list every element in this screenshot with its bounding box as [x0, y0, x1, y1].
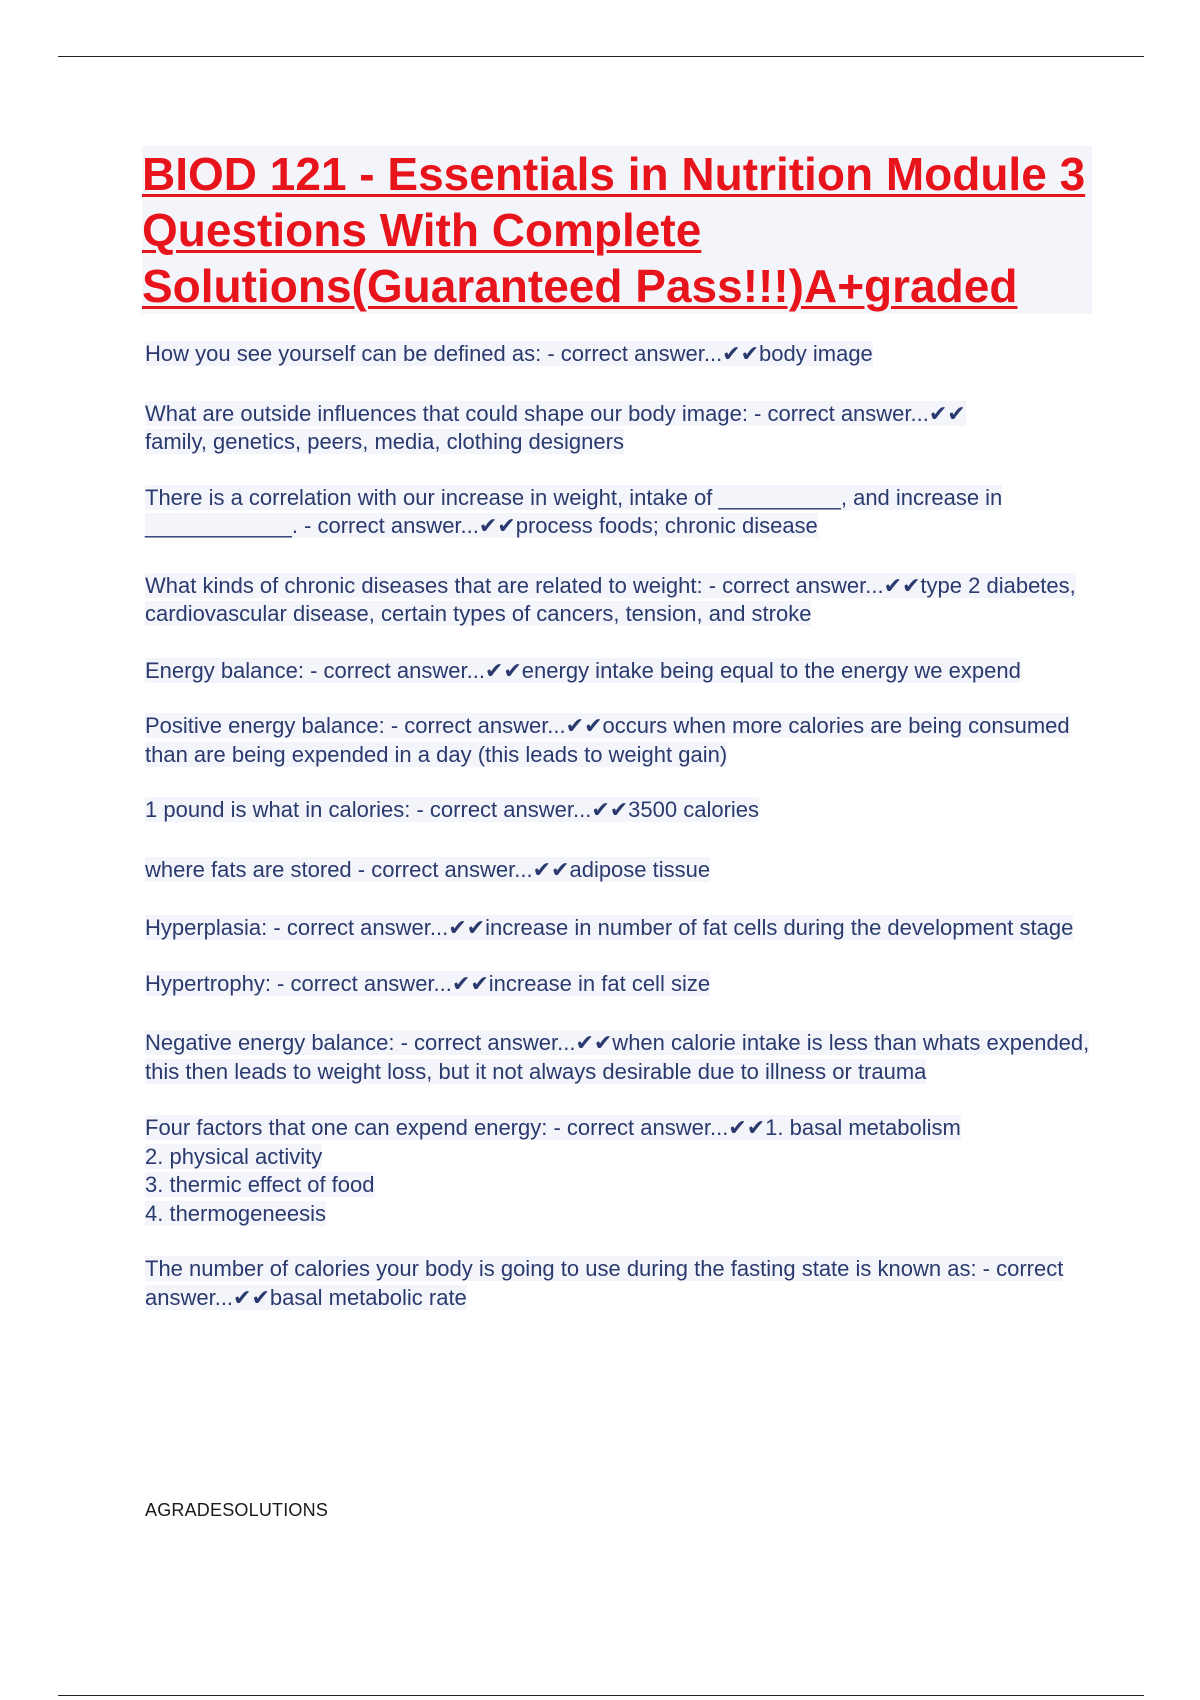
- qa-item-text: Energy balance: - correct answer...✔✔energy intake being equal to the energy we expend: [145, 657, 1021, 683]
- qa-item-text: Positive energy balance: - correct answer...✔✔occurs when more calories are being consumed than are being expended in a day (this leads to weight gain): [145, 713, 1070, 767]
- qa-item-energy-balance: [145, 657, 1095, 686]
- qa-item-basal-metabolic-rate: [145, 1255, 1095, 1312]
- qa-item-weight-correlation: [145, 484, 1095, 541]
- qa-item-text: There is a correlation with our increase in weight, intake of __________, and increase in ____________. - correct answer...✔✔process foods; chronic disease: [145, 484, 1003, 538]
- qa-item-pound-calories: [145, 796, 1095, 825]
- document-title: BIOD 121 - Essentials in Nutrition Module 3 Questions With Complete Solutions(Guaranteed Pass!!!)A+graded: [142, 146, 1092, 314]
- qa-item-negative-energy-balance: [145, 1029, 1095, 1086]
- qa-item-outside-influences: [145, 400, 1095, 457]
- qa-item-text: Four factors that one can expend energy: - correct answer...✔✔1. basal metabolism 2. physical activity 3. thermic effect of food 4. thermogeneesis: [145, 1115, 961, 1226]
- qa-item-body-image: [145, 340, 1095, 369]
- qa-item-fat-storage: [145, 856, 1095, 885]
- qa-item-text: Hyperplasia: - correct answer...✔✔increase in number of fat cells during the development stage: [145, 915, 1074, 940]
- qa-item-text: where fats are stored - correct answer...✔✔adipose tissue: [145, 856, 711, 882]
- qa-item-text: Negative energy balance: - correct answer...✔✔when calorie intake is less than whats expended, this then leads to weight loss, but it not always desirable due to illness or trauma: [145, 1030, 1090, 1084]
- qa-item-chronic-diseases: [145, 572, 1095, 629]
- qa-item-positive-energy-balance: [145, 712, 1095, 769]
- qa-item-hyperplasia: [145, 914, 1095, 943]
- qa-item-text: Hypertrophy: - correct answer...✔✔increase in fat cell size: [145, 970, 711, 996]
- top-rule: [58, 56, 1144, 57]
- qa-list: [145, 340, 1095, 1312]
- qa-item-text: How you see yourself can be defined as: - correct answer...✔✔body image: [145, 341, 873, 366]
- qa-item-text: What are outside influences that could shape our body image: - correct answer...✔✔ family, genetics, peers, media, clothing designers: [145, 400, 966, 454]
- qa-item-text: The number of calories your body is going to use during the fasting state is known as: - correct answer...✔✔basal metabolic rate: [145, 1256, 1064, 1310]
- bottom-rule: [58, 1695, 1144, 1696]
- qa-item-text: What kinds of chronic diseases that are related to weight: - correct answer...✔✔type 2 diabetes, cardiovascular disease, certain types of cancers, tension, and stroke: [145, 572, 1076, 626]
- qa-item-energy-expenditure-factors: [145, 1114, 1095, 1228]
- qa-item-hypertrophy: [145, 970, 1095, 999]
- footer-brand: AGRADESOLUTIONS: [145, 1500, 329, 1520]
- qa-item-text: 1 pound is what in calories: - correct answer...✔✔3500 calories: [145, 797, 760, 822]
